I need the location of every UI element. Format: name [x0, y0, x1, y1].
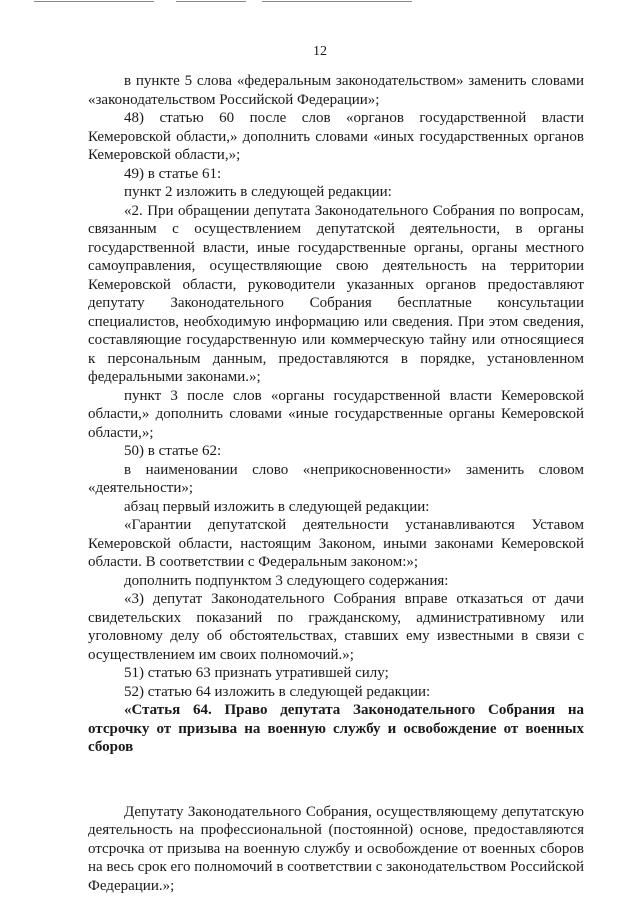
paragraph-13: 51) статью 63 признать утратившей силу;: [124, 665, 389, 681]
paragraph-12: «3) депутат Законодательного Собрания вправе отказаться от дачи свидетельских показаний по гражданскому, административному или уголовному делу об обстоятельствах, ставших ему известными в связи с осуществлением им своих полномочий.»;: [88, 591, 584, 663]
paragraph-5: «2. При обращении депутата Законодательного Собрания по вопросам, связанным с осуществлением депутатской деятельности, в органы государственной власти, иные государственные органы, органы местного самоуправления, осуществляющие свою деятельность на территории Кемеровской области, руководители указанных органов предоставляют депутату Законодательного Собрания бесплатные консультации специалистов, необходимую информацию или сведения. При этом сведения, составляющие государственную или коммерческую тайну или относящиеся к персональным данным, предоставляются в порядке, установленном федеральными законами.»;: [88, 202, 584, 385]
paragraph-9: абзац первый изложить в следующей редакции:: [124, 498, 430, 515]
paragraph-7: 50) в статье 62:: [124, 443, 222, 459]
paragraph-11: дополнить подпунктом 3 следующего содержания:: [124, 572, 449, 589]
paragraph-1: в пункте 5 слова «федеральным законодательством» заменить словами «законодательством Российской Федерации»;: [88, 73, 584, 108]
final-paragraph: Депутату Законодательного Собрания, осуществляющему депутатскую деятельность на профессиональной (постоянной) основе, предоставляются отсрочка от призыва на военную службу и освобождение от военных сборов на весь срок его полномочий в соответствии с законодательством Российской Федерации.»;: [88, 803, 584, 894]
paragraph-3: 49) в статье 61:: [124, 165, 222, 182]
section-spacer: [88, 757, 584, 803]
paragraph-4: пункт 2 изложить в следующей редакции:: [124, 184, 392, 200]
document-body: [88, 72, 584, 895]
article-heading: «Статья 64. Право депутата Законодательного Собрания на отсрочку от призыва на военную службу и освобождение от военных сборов: [88, 702, 584, 755]
paragraph-6: пункт 3 после слов «органы государственной власти Кемеровской области,» дополнить словами «иные государственные органы Кемеровской области,»;: [88, 387, 584, 441]
paragraph-10: «Гарантии депутатской деятельности устанавливаются Уставом Кемеровской области, настоящим Законом, иными законами Кемеровской области. В соответствии с Федеральным законом:»;: [88, 517, 584, 570]
paragraph-2: 48) статью 60 после слов «органов государственной власти Кемеровской области,» дополнить словами «иных государственных органов Кемеровской области,»;: [88, 110, 584, 163]
page-number: 12: [313, 44, 327, 59]
paragraph-8: в наименовании слово «неприкосновенности» заменить словом «деятельности»;: [88, 461, 584, 496]
scan-edge-marks: [0, 0, 640, 4]
paragraph-14: 52) статью 64 изложить в следующей редакции:: [124, 683, 431, 700]
